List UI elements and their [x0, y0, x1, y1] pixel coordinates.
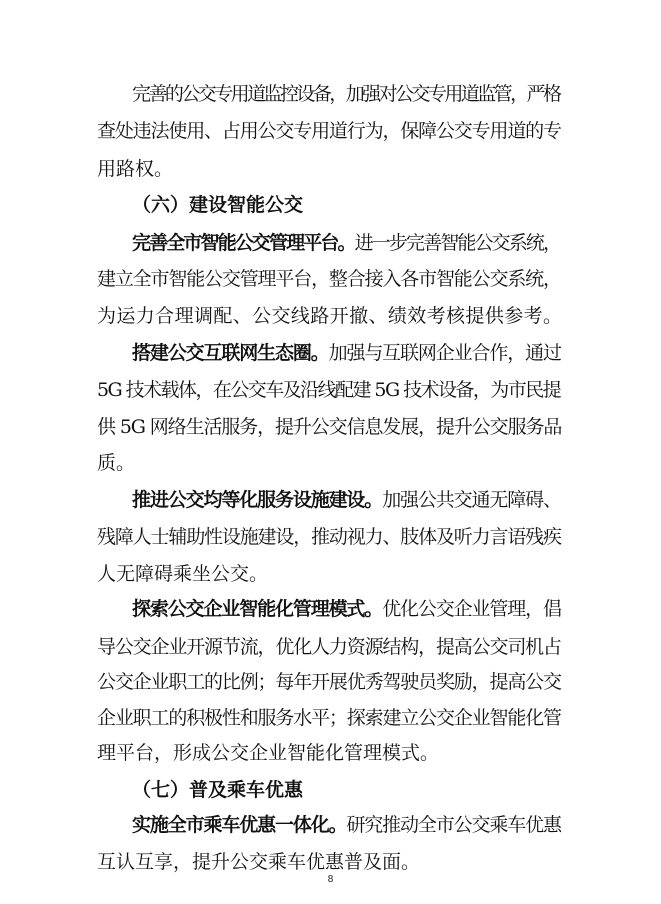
page-number: 8	[327, 874, 334, 885]
body-text: 公交企业职工的比例；每年开展优秀驾驶员奖励，提高公交	[97, 671, 561, 693]
lead-phrase: 推进公交均等化服务设施建设。	[132, 489, 383, 511]
paragraph-line	[97, 554, 268, 594]
body-text: 进一步完善智能公交系统，	[354, 232, 561, 254]
body-text: 加强与互联网企业合作，通过	[328, 342, 561, 364]
section-heading	[132, 185, 303, 225]
body-text: 质。	[97, 452, 136, 474]
body-text: 优化公交企业管理，倡	[382, 598, 561, 620]
paragraph-line	[132, 589, 561, 629]
body-text: 导公交企业开源节流，优化人力资源结构，提高公交司机占	[97, 636, 561, 658]
paragraph-line	[97, 698, 561, 738]
paragraph-line	[132, 223, 560, 263]
body-text: 互认互享，提升公交乘车优惠普及面。	[97, 851, 421, 873]
lead-phrase: 实施全市乘车优惠一体化。	[132, 814, 347, 836]
paragraph-line	[132, 805, 561, 845]
body-text: 研究推动全市公交乘车优惠	[346, 814, 561, 836]
paragraph-line	[132, 74, 559, 114]
paragraph-line	[97, 517, 561, 557]
body-text: 建立全市智能公交管理平台，整合接入各市智能公交系统，	[97, 268, 561, 290]
paragraph-line	[97, 111, 561, 151]
body-text: 用路权。	[97, 158, 174, 180]
lead-phrase: 探索公交企业智能化管理模式。	[132, 598, 383, 620]
paragraph-line	[97, 149, 173, 189]
paragraph-line	[97, 370, 560, 410]
body-text: 人无障碍乘坐公交。	[97, 563, 269, 585]
paragraph-line	[97, 662, 561, 702]
lead-phrase: 搭建公交互联网生态圈。	[132, 342, 329, 364]
body-text: 5G 技术载体，在公交车及沿线配建 5G 技术设备，为市民提	[97, 379, 561, 401]
heading-text: （七）普及乘车优惠	[132, 779, 304, 801]
body-text: 加强公共交通无障碍、	[382, 489, 561, 511]
body-text: 查处违法使用、占用公交专用道行为，保障公交专用道的专	[97, 120, 561, 142]
paragraph-line	[97, 627, 561, 667]
body-text: 理平台，形成公交企业智能化管理模式。	[97, 742, 440, 764]
body-text: 供 5G 网络生活服务，提升公交信息发展，提升公交服务品	[97, 416, 562, 438]
body-text: 完善的公交专用道监控设备，加强对公交专用道监管，严格	[132, 83, 560, 105]
paragraph-line	[132, 333, 561, 373]
paragraph-line	[97, 296, 562, 336]
body-text: 企业职工的积极性和服务水平；探索建立公交企业智能化管	[97, 707, 561, 729]
heading-text: （六）建设智能公交	[132, 194, 304, 216]
body-text: 为运力合理调配、公交线路开撤、绩效考核提供参考。	[97, 305, 563, 327]
paragraph-line	[97, 733, 439, 773]
lead-phrase: 完善全市智能公交管理平台。	[132, 232, 355, 254]
paragraph-line	[97, 259, 561, 299]
section-heading	[132, 770, 303, 810]
paragraph-line	[97, 443, 135, 483]
paragraph-line	[97, 407, 561, 447]
paragraph-line	[132, 480, 561, 520]
body-text: 残障人士辅助性设施建设，推动视力、肢体及听力言语残疾	[97, 526, 561, 548]
